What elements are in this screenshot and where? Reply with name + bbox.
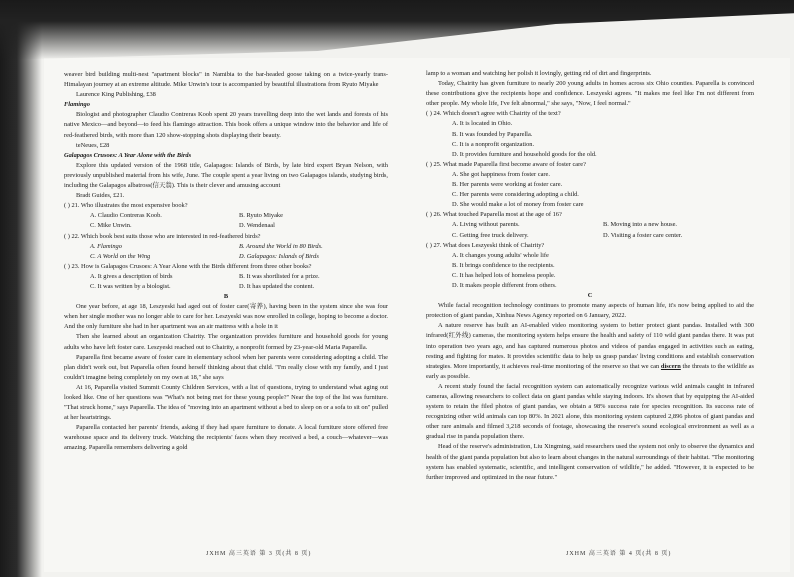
option: D. Galapagos: Islands of Birds [239,252,319,260]
book-title: Galapagos Crusoes: A Year Alone with the Birds [64,151,192,159]
paragraph: One year before, at age 18, Leszyeski had aged out of foster care(寄养), having been in the system since she was four when her single mother was no longer able to care for her. Leszyeski was now enrolled in college, hoping to become a doctor. And the only furniture she had in her apartment was an air mattress with a hole in it [64,303,388,331]
option: A. It gives a description of birds [90,272,173,280]
option: B. Moving into a new house. [603,221,678,229]
option: B. It brings confidence to the recipients. [452,261,555,269]
option: D. It makes people different from others. [452,281,557,289]
option: A. Claudio Contreras Koob. [90,212,162,220]
option: B. Ryuto Miyake [239,212,283,220]
option: A. She got happiness from foster care. [452,170,550,178]
publisher: Laurence King Publishing, £38 [76,91,156,99]
book-title: Flamingo [64,101,90,109]
options-22 [64,242,388,262]
paragraph: Paparella contacted her parents' friends, asking if they had spare furniture to donate. A local furniture store offered free warehouse space and its delivery truck. Watching the recipients' faces when they received a bed, a couch—whatever—was amazing. Paparella remembers delivering a gold [64,424,388,452]
paragraph: Paparella first became aware of foster care in elementary school when her parents were considering adopting a child. The plan didn't work out, but Paparella often found herself thinking about that child. "I'm really close with my family, and I just couldn't imagine being completely on my own at 18," she says [64,353,388,381]
paragraph: Biologist and photographer Claudio Contreras Koob spent 20 years travelling deep into the wet lands and forests of his native Mexico—and beyond—to feed his flamingo attraction. This book offers a unique window into the behavior and life of red-feathered birds, with more than 120 show-stopping shots displaying their beauty. [64,111,388,139]
publisher: teNeues, £28 [76,141,110,149]
section-b-heading: B [223,293,229,301]
paragraph: Today, Chairity has given furniture to nearly 200 young adults in homes across six Ohio counties. Paparella is convinced these contributions give the recipients hope and confidence. Leszyeski agrees. "It makes me feel like I'm not different from other people. My whole life, I've felt abnormal," she says, "Now, I feel normal." [426,80,754,108]
page-footer-right: JXHM 高三英语 第 4 页(共 8 页) [566,551,672,557]
options-26 [426,220,754,240]
question-24: ( ) 24. Which doesn't agree with Chairity of the text? [426,110,561,118]
option: D. Visiting a foster care center. [603,231,683,239]
option: C. Getting free truck delivery. [452,231,529,239]
option: C. A World on the Wing [90,252,151,260]
option: A. Flamingo [90,242,122,250]
option: D. It has updated the content. [239,282,315,290]
option: A. It changes young adults' whole life [452,251,549,259]
question-26: ( ) 26. What touched Paparella most at the age of 16? [426,211,562,219]
option: B. It was shortlisted for a prize. [239,272,320,280]
option: B. Her parents were working at foster care. [452,181,563,189]
option: A. Living without parents. [452,221,520,229]
paragraph: weaver bird building multi-nest "apartment blocks" in Namibia to the bar-headed goose taking on a twice-yearly trans-Himalayan journey at an extreme altitude. Mike Unwin's tour is accompanied by beautiful illustrations from Ryuto Miyake [64,71,388,89]
publisher: Bradt Guides, £21. [76,192,125,200]
paragraph: At 16, Paparella visited Summit County Children Services, with a list of questions, trying to understand what aging out looked like. One of her questions was "What's not being met for these young people?" Near the top of the list was furniture. "That struck home," says Paparella. The idea of "moving into an apartment without a bed to sleep on or a sofa to sit on" pulled at her heartstrings. [64,383,388,422]
options-21 [64,211,388,231]
section-c-heading: C [587,292,593,300]
options-23 [64,272,388,292]
text-run: the threats to the wildlife as early as possible. [426,362,754,380]
left-column [64,70,388,454]
right-column [426,69,754,483]
paragraph: lamp to a woman and watching her polish it lovingly, getting rid of dirt and fingerprints. [426,70,652,77]
option: C. Mike Unwin. [90,222,132,230]
question-23: ( ) 23. How is Galapagos Crusoes: A Year Alone with the Birds different from three other books? [64,262,312,270]
paragraph: Explore this updated version of the 1968 title, Galapagos: Islands of Birds, by late bird expert Bryan Nelson, with previously unpublished material from his wife, June. The couple spent a year living on two Galapagos islands, studying birds, including the Galapagos albatross(信天翁). This is their clever and amusing account [64,161,388,190]
paragraph: Head of the reserve's administration, Liu Xingming, said researchers used the system not only to observe the dynamics and health of the giant panda population but also to learn about changes in the natural surroundings of their habitat. "The monitoring system has enabled systematic, scientific, and intelligent conservation of wildlife," he added. "However, it is expected to be further improved and optimized in the near future." [426,443,754,481]
paragraph: A recent study found the facial recognition system can automatically recognize various wild animals caught in infrared cameras, allowing researchers to collect data on giant pandas while staying indoors. It's shown that by equipping the AI-aided system to retain the filed photos of giant pandas, we obtain a 98% success rate for species recognition. Its success rate of recognizing other wild animals can top 80%. In 2021 alone, this monitoring system captured 2,896 photos of giant pandas and other rare animals and filmed 3,218 seconds of footage, showcasing the reserve's sound ecological environment as well as a gradual rise in panda population there. [426,382,754,441]
option: D. It provides furniture and household goods for the old. [452,150,597,158]
question-27: ( ) 27. What does Leszyeski think of Chairity? [426,241,545,249]
option: D. Wendenaal [239,222,275,230]
option: C. Her parents were considering adopting a child. [452,191,579,199]
paragraph: Then she learned about an organization Chairity. The organization provides furniture and household goods for young adults who have left foster care. Leszyeski reached out to Chairity, a nonprofit formed by 23-year-old Maria Paparella. [64,333,388,351]
option: A. It is located in Ohio. [452,120,513,128]
scan-dark-top [0,0,794,60]
question-22: ( ) 22. Which book best suits those who are interested in red-feathered birds? [64,232,261,240]
question-25: ( ) 25. What made Paparella first become aware of foster care? [426,160,586,168]
text-run: A nature reserve has built an AI-enabled video monitoring system to better protect giant pandas. Installed with 300 infrared(红外线) cameras, the monitoring system helps ensure the health and safety of 110 wild giant pandas there. It was put into operation two years ago, and has captured numerous photos and videos of pandas engaged in activities such as eating, resting and fighting for mates. It provides scientific data to help us grasp pandas' living conditions and establish conservation strategies. More importantly, it achieves real-time monitoring of the reserve so that we can [426,322,754,370]
option: C. It has helped lots of homeless people. [452,271,556,279]
scan-dark-edge [0,0,42,577]
paragraph: While facial recognition technology continues to promote many aspects of human life, it's now being applied to aid the protection of giant pandas, Xinhua News Agency reported on 6 January, 2022. [426,302,754,320]
question-21: ( ) 21. Who illustrates the most expensive book? [64,202,188,210]
page-footer-left: JXHM 高三英语 第 3 页(共 8 页) [206,551,312,557]
paragraph [426,321,754,382]
option: C. It is a nonprofit organization. [452,140,535,148]
underlined-word: discern [660,362,681,370]
option: B. It was founded by Paparella. [452,130,533,138]
option: D. She would make a lot of money from foster care [452,201,584,209]
option: B. Around the World in 80 Birds. [239,242,323,250]
option: C. It was written by a biologist. [90,282,171,290]
